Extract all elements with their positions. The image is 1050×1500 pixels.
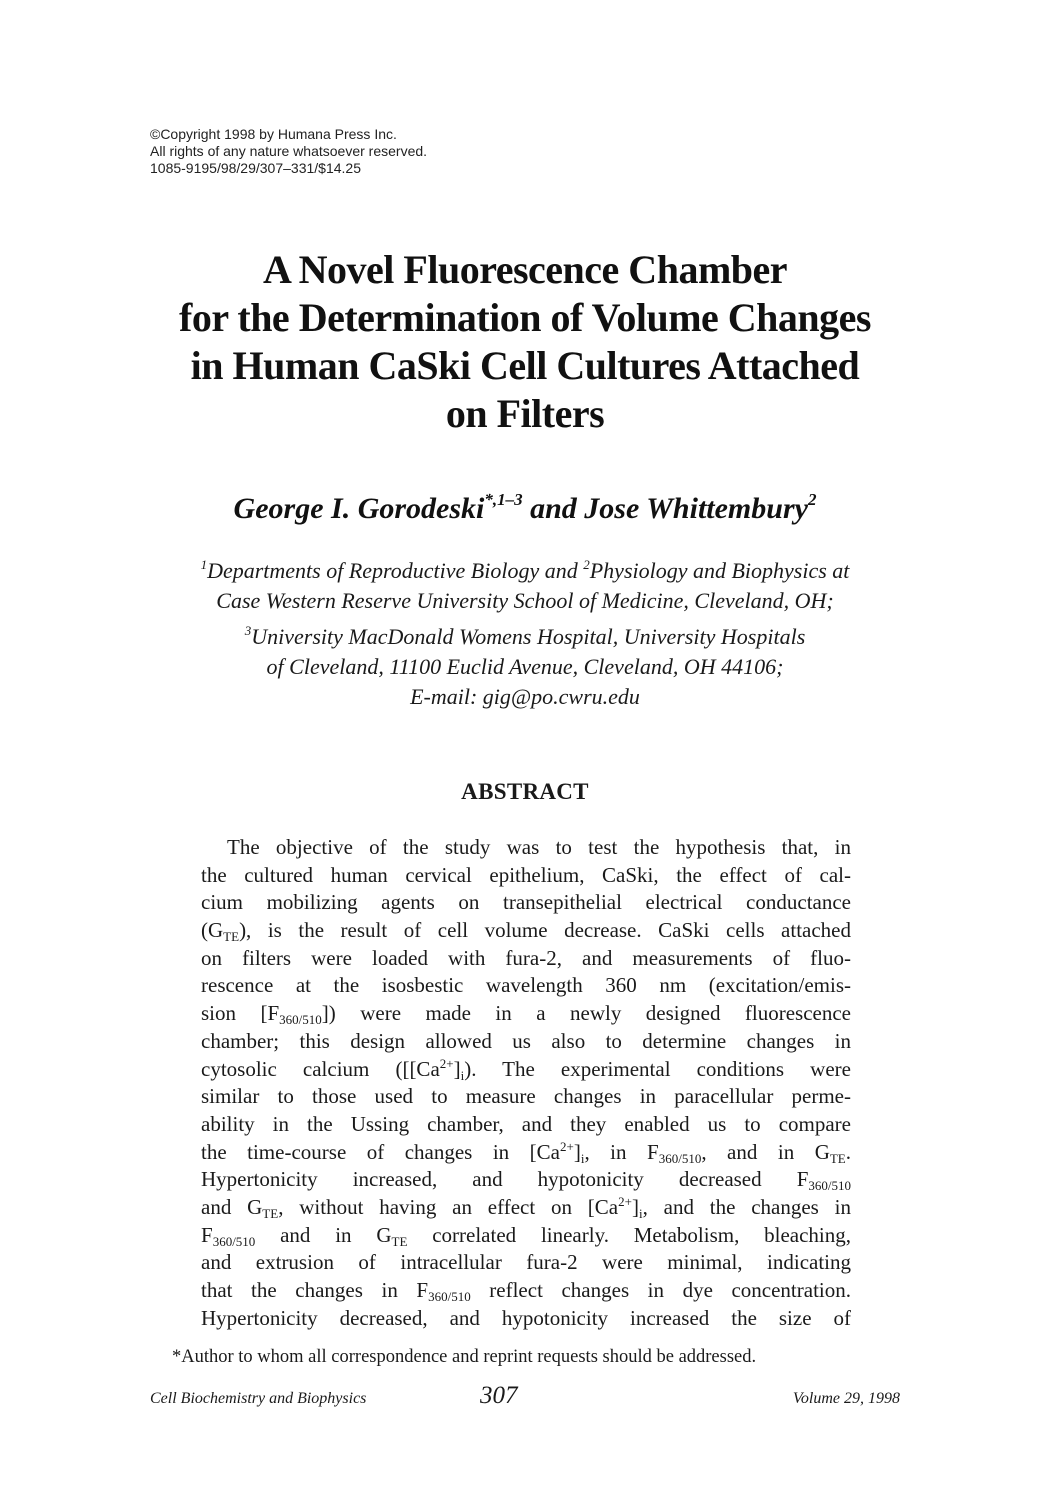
- email-line: E-mail: gig@po.cwru.edu: [410, 684, 640, 709]
- affiliations: [100, 550, 950, 712]
- title-line: in Human CaSki Cell Cultures Attached: [190, 343, 860, 388]
- affiliation-text: Physiology and Biophysics at: [589, 558, 850, 583]
- journal-name: Cell Biochemistry and Biophysics: [150, 1390, 367, 1407]
- text: (: [201, 918, 208, 943]
- title-line: for the Determination of Volume Changes: [179, 295, 871, 340]
- abstract-line: Hypertonicity decreased, and hypotonicity increased the size of: [201, 1305, 851, 1330]
- superscript: 2+: [559, 1138, 574, 1154]
- subscript: 360/510: [658, 1150, 702, 1166]
- copyright-line: ©Copyright 1998 by Humana Press Inc.: [150, 126, 397, 142]
- bracket: ]: [453, 1056, 461, 1081]
- title-line: on Filters: [445, 391, 605, 436]
- symbol: [Ca: [529, 1139, 560, 1164]
- author-affiliation-marker: 2: [807, 490, 817, 509]
- affiliation-text: Departments of Reproductive Biology and: [207, 558, 584, 583]
- abstract-line: similar to those used to measure changes in paracellular perme-: [201, 1084, 851, 1109]
- subscript: 360/510: [279, 1012, 322, 1028]
- period: .: [845, 1139, 851, 1164]
- abstract-line: chamber; this design allowed us also to determine changes in: [201, 1028, 851, 1053]
- correspondence-footnote: *Author to whom all correspondence and reprint requests should be addressed.: [172, 1347, 757, 1367]
- bracket: ]: [573, 1139, 581, 1164]
- text: , and the changes in: [642, 1194, 851, 1219]
- subscript: 360/510: [808, 1178, 851, 1194]
- text: , in: [584, 1139, 648, 1164]
- text: reflect changes in dye concentration.: [470, 1278, 852, 1302]
- abstract-line: [201, 1056, 851, 1084]
- text: ). The experimental conditions were: [464, 1056, 851, 1081]
- affiliation-line: [100, 550, 950, 586]
- symbol: F: [201, 1222, 213, 1247]
- symbol: F: [416, 1278, 429, 1302]
- subscript: TE: [223, 929, 240, 945]
- article-title: [100, 246, 950, 438]
- abstract-line: [201, 1000, 851, 1028]
- symbol: G: [247, 1194, 263, 1219]
- text: cytosolic calcium ([: [201, 1056, 410, 1081]
- abstract-line: [201, 1277, 851, 1305]
- volume-info: Volume 29, 1998: [792, 1390, 900, 1407]
- subscript: 360/510: [212, 1233, 256, 1249]
- abstract-line: The objective of the study was to test the hypothesis that, in: [227, 835, 851, 859]
- symbol: F: [796, 1167, 809, 1192]
- issn-line: 1085-9195/98/29/307–331/$14.25: [150, 160, 361, 176]
- text: , without having an effect on: [278, 1194, 588, 1219]
- bracket: ]: [631, 1194, 639, 1219]
- rights-line: All rights of any nature whatsoever reserved.: [150, 143, 428, 159]
- abstract-line: on filters were loaded with fura-2, and measurements of fluo-: [201, 945, 851, 970]
- superscript: 2+: [618, 1193, 632, 1209]
- subscript: i: [460, 1067, 465, 1083]
- subscript: TE: [829, 1150, 846, 1166]
- text: and in: [255, 1222, 377, 1247]
- author-affiliation-marker: *,1–3: [484, 490, 523, 509]
- abstract-line: [201, 1222, 851, 1250]
- abstract-line: the cultured human cervical epithelium, CaSki, the effect of cal-: [201, 862, 851, 887]
- text: correlated linearly. Metabolism, bleaching,: [407, 1222, 852, 1247]
- page-footer: [150, 1382, 900, 1412]
- page-number: 307: [480, 1382, 518, 1409]
- title-line: A Novel Fluorescence Chamber: [262, 247, 788, 292]
- superscript: 2+: [439, 1055, 454, 1071]
- copyright-notice: [150, 126, 427, 177]
- abstract-heading: ABSTRACT: [461, 779, 589, 804]
- affiliation-line: [100, 616, 950, 652]
- abstract-line: [201, 1166, 851, 1194]
- symbol: G: [376, 1222, 392, 1247]
- author-name: George I. Gorodeski: [233, 492, 485, 525]
- affiliation-marker: 2: [583, 557, 590, 572]
- text: Hypertonicity increased, and hypotonicity decreased: [201, 1167, 797, 1192]
- symbol: F: [267, 1001, 280, 1026]
- text: sion [: [201, 1001, 268, 1026]
- author-connector: and: [530, 492, 577, 525]
- affiliation-line: of Cleveland, 11100 Euclid Avenue, Cleveland, OH 44106;: [266, 654, 784, 679]
- abstract-line: [201, 917, 851, 945]
- text: and: [201, 1194, 248, 1219]
- subscript: TE: [391, 1233, 408, 1249]
- text: that the changes in: [201, 1278, 417, 1302]
- subscript: 360/510: [428, 1289, 471, 1304]
- author-list: [100, 490, 950, 526]
- affiliation-text: University MacDonald Womens Hospital, University Hospitals: [251, 624, 806, 649]
- subscript: TE: [262, 1205, 279, 1221]
- symbol: [Ca: [409, 1056, 440, 1081]
- affiliation-line: Case Western Reserve University School of Medicine, Cleveland, OH;: [216, 588, 834, 613]
- symbol: G: [814, 1139, 830, 1164]
- abstract-body: [201, 834, 851, 1332]
- abstract-line: [201, 1139, 851, 1167]
- abstract-line: [201, 1194, 851, 1222]
- abstract-line: cium mobilizing agents on transepithelial electrical conductance: [201, 890, 851, 915]
- abstract-line: ability in the Ussing chamber, and they enabled us to compare: [201, 1111, 851, 1136]
- symbol: [Ca: [587, 1194, 619, 1219]
- text: , and in: [701, 1139, 815, 1164]
- text: ]) were made in a newly designed fluorescence: [321, 1001, 852, 1026]
- abstract-line: and extrusion of intracellular fura-2 were minimal, indicating: [201, 1250, 851, 1275]
- symbol: G: [208, 918, 224, 943]
- subscript: i: [580, 1150, 585, 1166]
- symbol: F: [647, 1139, 659, 1164]
- text: ), is the result of cell volume decrease. CaSki cells attached: [239, 918, 851, 943]
- affiliation-marker: 1: [200, 557, 208, 572]
- abstract-line: rescence at the isosbestic wavelength 360 nm (excitation/emis-: [201, 973, 851, 998]
- subscript: i: [638, 1205, 643, 1221]
- affiliation-marker: 3: [244, 623, 252, 638]
- author-name: Jose Whittembury: [584, 492, 808, 525]
- text: the time-course of changes in: [201, 1139, 530, 1164]
